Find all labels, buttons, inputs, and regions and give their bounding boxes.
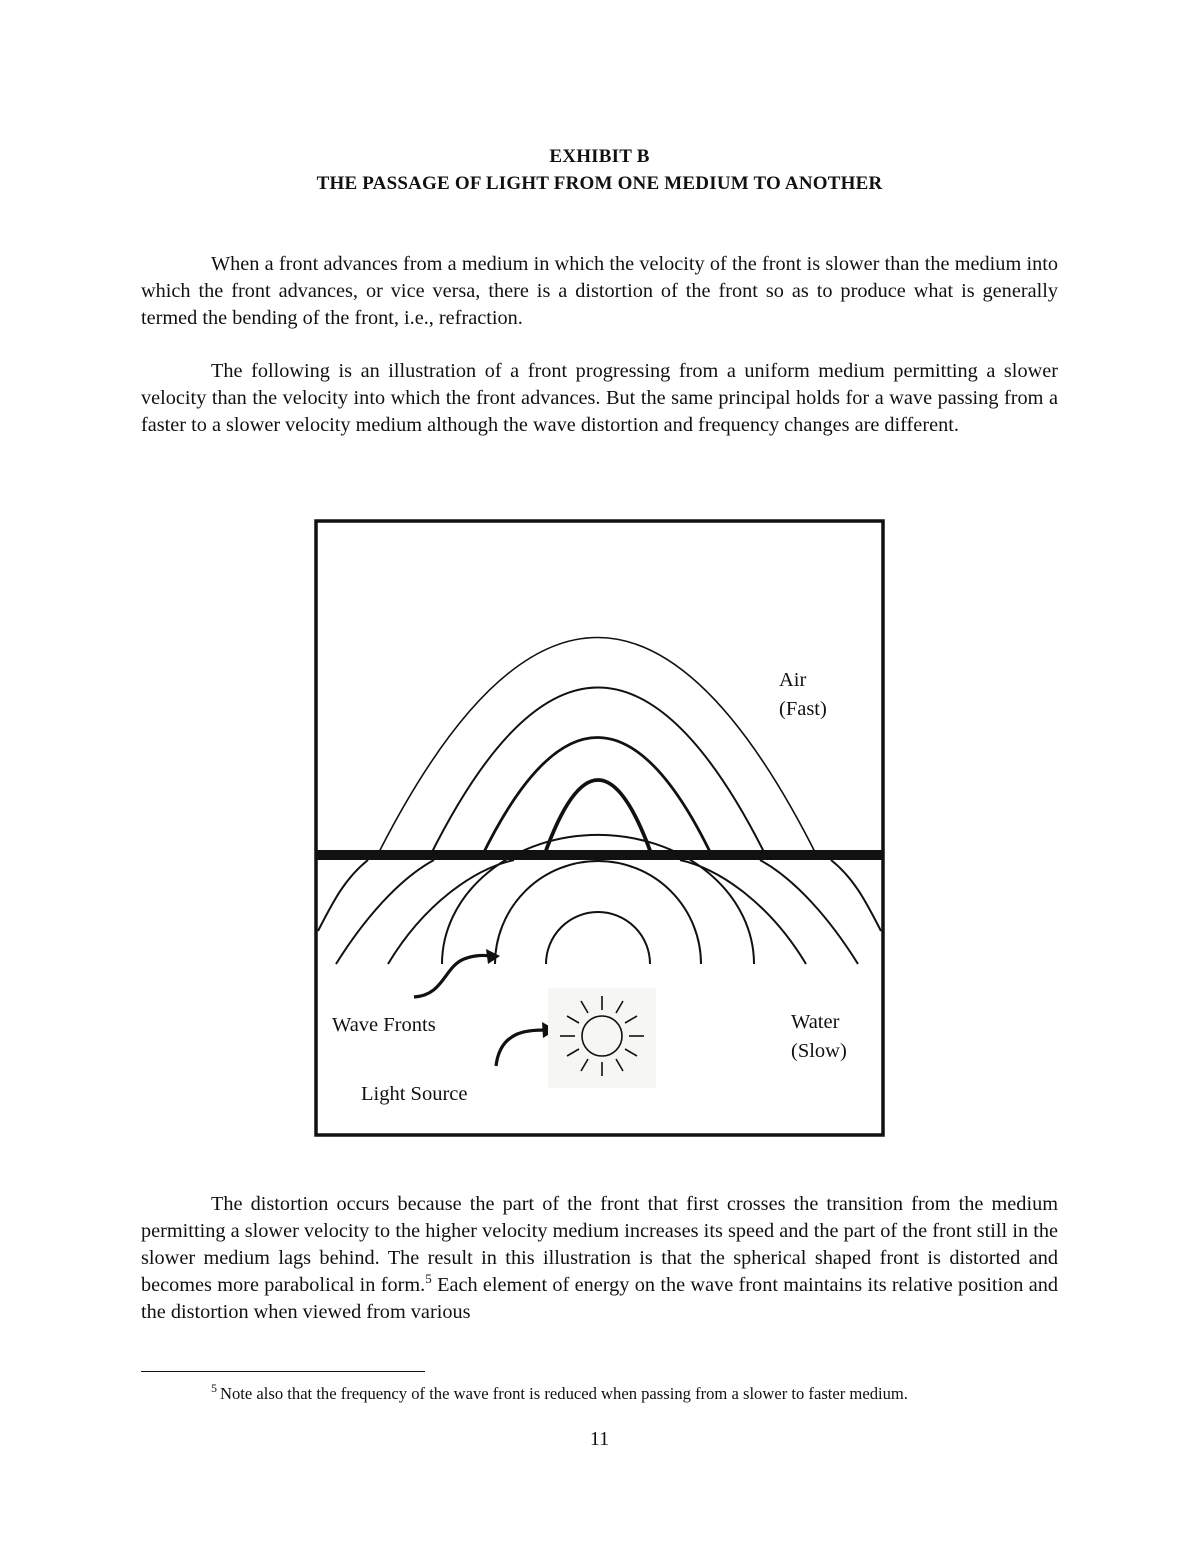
air-wave-front-4: [544, 780, 652, 856]
air-label: Air: [779, 669, 807, 691]
paragraph-distortion-explanation: [141, 1191, 1058, 1326]
water-wave-front-6-right: [831, 860, 881, 931]
paragraph-text: The distortion occurs because the part of the front that first crosses the transition from the medium permitting a slower velocity to the higher velocity medium increases its speed and the part of the front still in the slower medium lags behind. The result in this illustration is that the spherical shaped front is distorted and becomes more parabolical in form.: [141, 1193, 1058, 1296]
air-wave-front-1: [377, 638, 817, 857]
water-wave-front-4: [388, 860, 514, 964]
water-label: Water: [791, 1011, 840, 1033]
water-wave-front-6: [318, 860, 368, 931]
medium-boundary: [316, 850, 883, 860]
wave-fronts-label: Wave Fronts: [332, 1014, 436, 1036]
arrow-icon: [496, 1022, 556, 1066]
footnote-text: Note also that the frequency of the wave front is reduced when passing from a slower to faster medium.: [220, 1384, 908, 1403]
sun-icon: [548, 988, 656, 1088]
footnote-reference[interactable]: 5: [425, 1271, 432, 1287]
paragraph-illustration-intro: The following is an illustration of a front progressing from a uniform medium permitting a slower velocity than the velocity into which the front advances. But the same principal holds for a wave passing from a faster to a slower velocity medium although the wave distortion and frequency changes are different.: [141, 360, 1058, 436]
footnote-divider: [141, 1371, 425, 1372]
paragraph-text: Each element of energy on the wave front maintains its relative position and the distortion when viewed from various: [141, 1274, 1059, 1323]
air-speed-label: (Fast): [779, 698, 827, 720]
water-wave-front-5-right: [760, 860, 858, 964]
exhibit-subtitle: THE PASSAGE OF LIGHT FROM ONE MEDIUM TO ANOTHER: [316, 173, 883, 194]
water-speed-label: (Slow): [791, 1040, 847, 1062]
exhibit-title: EXHIBIT B: [549, 146, 650, 167]
water-wave-front-1: [546, 912, 650, 964]
arrow-icon: [414, 949, 500, 997]
air-wave-front-3: [482, 738, 712, 857]
footnote: [211, 1381, 908, 1404]
footnote-mark: 5: [211, 1381, 217, 1396]
paragraph-refraction-intro: When a front advances from a medium in which the velocity of the front is slower than the medium into which the front advances, or vice versa, there is a distortion of the front so as to produce what is generally termed the bending of the front, i.e., refraction.: [141, 253, 1058, 329]
page-number: 11: [589, 1428, 610, 1450]
refraction-figure: [314, 519, 886, 1144]
light-source-label: Light Source: [361, 1083, 468, 1105]
air-wave-front-2: [430, 688, 766, 857]
